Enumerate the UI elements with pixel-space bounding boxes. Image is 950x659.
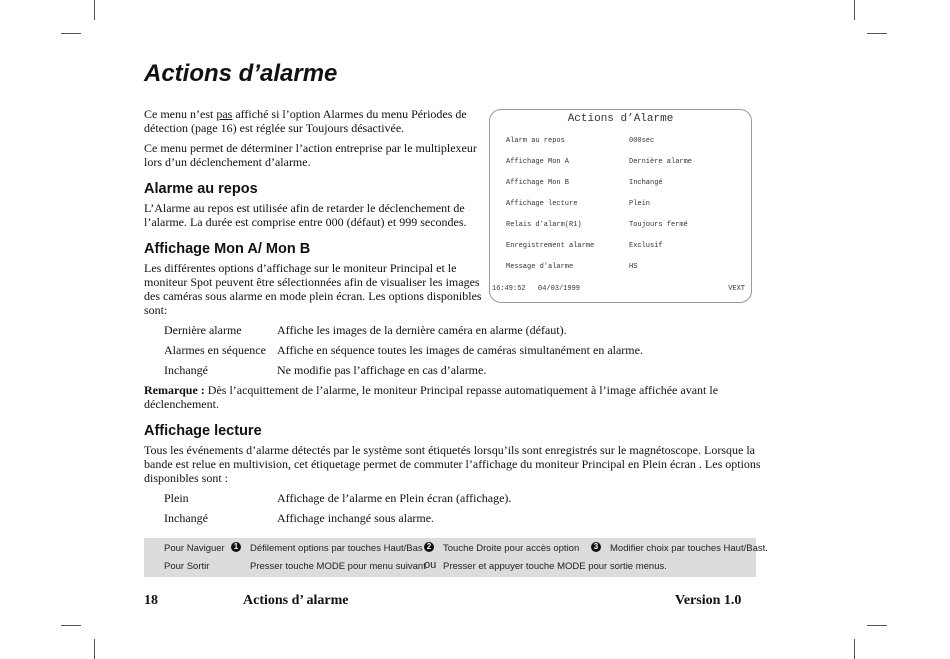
- option-description: Affichage de l’alarme en Plein écran (affichage).: [277, 491, 512, 505]
- option-name: Dernière alarme: [164, 323, 242, 337]
- crop-mark: [94, 0, 95, 20]
- option-description: Ne modifie pas l’affichage en cas d’alarme.: [277, 363, 487, 377]
- option-description: Affiche en séquence toutes les images de caméras simultanément en alarme.: [277, 343, 643, 357]
- crop-mark: [94, 639, 95, 659]
- step-1-text: Défilement options par touches Haut/Bas: [250, 543, 423, 554]
- option-name: Alarmes en séquence: [164, 343, 266, 357]
- screen-row-label: Message d’alarme: [506, 263, 574, 271]
- footer-section-title: Actions d’ alarme: [243, 593, 349, 608]
- screen-row-label: Affichage Mon A: [506, 158, 570, 166]
- option-description: Affichage inchangé sous alarme.: [277, 511, 435, 525]
- option-name: Inchangé: [164, 363, 208, 377]
- page-number: 18: [144, 593, 158, 608]
- screen-row-label: Affichage Mon B: [506, 179, 570, 187]
- step-3-text: Modifier choix par touches Haut/Bast.: [610, 543, 768, 554]
- heading-alarme-repos: Alarme au repos: [144, 181, 258, 197]
- screen-title: Actions d’Alarme: [567, 113, 674, 125]
- heading-affichage-mon: Affichage Mon A/ Mon B: [144, 241, 311, 257]
- screen-row-label: Relais d’alarm(R1): [506, 221, 582, 229]
- screen-row-value: Plein: [629, 200, 651, 208]
- crop-mark: [867, 33, 887, 34]
- screen-row-value: 000sec: [629, 137, 655, 145]
- option-name: Inchangé: [164, 511, 208, 525]
- crop-mark: [61, 625, 81, 626]
- option-description: Affiche les images de la dernière caméra en alarme (défaut).: [277, 323, 567, 337]
- screen-code: VEXT: [728, 285, 745, 293]
- step-2-icon: 2: [424, 542, 434, 552]
- footer-version: Version 1.0: [675, 593, 742, 608]
- intro-paragraph-1: Ce menu n’est pas affiché si l’option Alarmes du menu Périodes de détection (page 16) est réglée sur Toujours désactivée.: [144, 107, 467, 135]
- navigation-help-bar: [144, 538, 768, 577]
- menu-screen-illustration: [489, 109, 752, 303]
- screen-row-label: Alarm au repos: [506, 137, 565, 145]
- heading-affichage-lecture: Affichage lecture: [144, 423, 262, 439]
- navigate-label: Pour Naviguer: [164, 543, 225, 554]
- screen-row-label: Affichage lecture: [506, 200, 578, 208]
- mon-paragraph: Les différentes options d’affichage sur le moniteur Principal et le moniteur Spot peuvent être sélectionnées afin de visualiser les images des caméras sous alarme en mode plein écran. Les options disponibles sont:: [144, 261, 482, 317]
- crop-mark: [854, 639, 855, 659]
- step-1-icon: 1: [231, 542, 241, 552]
- screen-row-value: Exclusif: [629, 242, 663, 250]
- screen-row-value: HS: [629, 263, 638, 271]
- option-name: Plein: [164, 491, 189, 505]
- crop-mark: [854, 0, 855, 20]
- screen-row-value: Toujours fermé: [629, 221, 688, 229]
- step-3-icon: 3: [591, 542, 601, 552]
- exit-option-1: Presser touche MODE pour menu suivant: [250, 561, 426, 572]
- screen-row-value: Inchangé: [629, 179, 663, 187]
- intro-paragraph-2: Ce menu permet de déterminer l’action entreprise par le multiplexeur lors d’un déclenchement d’alarme.: [144, 141, 477, 169]
- screen-date: 04/03/1999: [538, 285, 581, 293]
- screen-row-label: Enregistrement alarme: [506, 242, 595, 250]
- exit-label: Pour Sortir: [164, 561, 210, 572]
- repos-paragraph: L’Alarme au repos est utilisée afin de retarder le déclenchement de l’alarme. La durée est comprise entre 000 (défaut) et 999 secondes.: [144, 201, 467, 229]
- screen-row-value: Dernière alarme: [629, 158, 693, 166]
- page-title: Actions d’alarme: [144, 60, 338, 87]
- remark-paragraph: Remarque : Dès l’acquittement de l’alarme, le moniteur Principal repasse automatiquement à l’image affichée avant le déclenchement.: [144, 383, 719, 411]
- screen-time: 16:49:52: [492, 285, 526, 293]
- crop-mark: [61, 33, 81, 34]
- step-2-text: Touche Droite pour accès option: [443, 543, 580, 554]
- lecture-paragraph: Tous les événements d’alarme détectés par le système sont étiquetés lorsqu’ils sont enregistrés sur le magnétoscope. Lorsque la bande est relue en multivision, cet étiquetage permet de commuter l’affichage du moniteur Principal en Plein écran . Les options disponibles sont :: [144, 443, 761, 485]
- exit-option-2: Presser et appuyer touche MODE pour sortie menus.: [443, 561, 667, 572]
- crop-mark: [867, 625, 887, 626]
- or-label: ou: [424, 559, 437, 571]
